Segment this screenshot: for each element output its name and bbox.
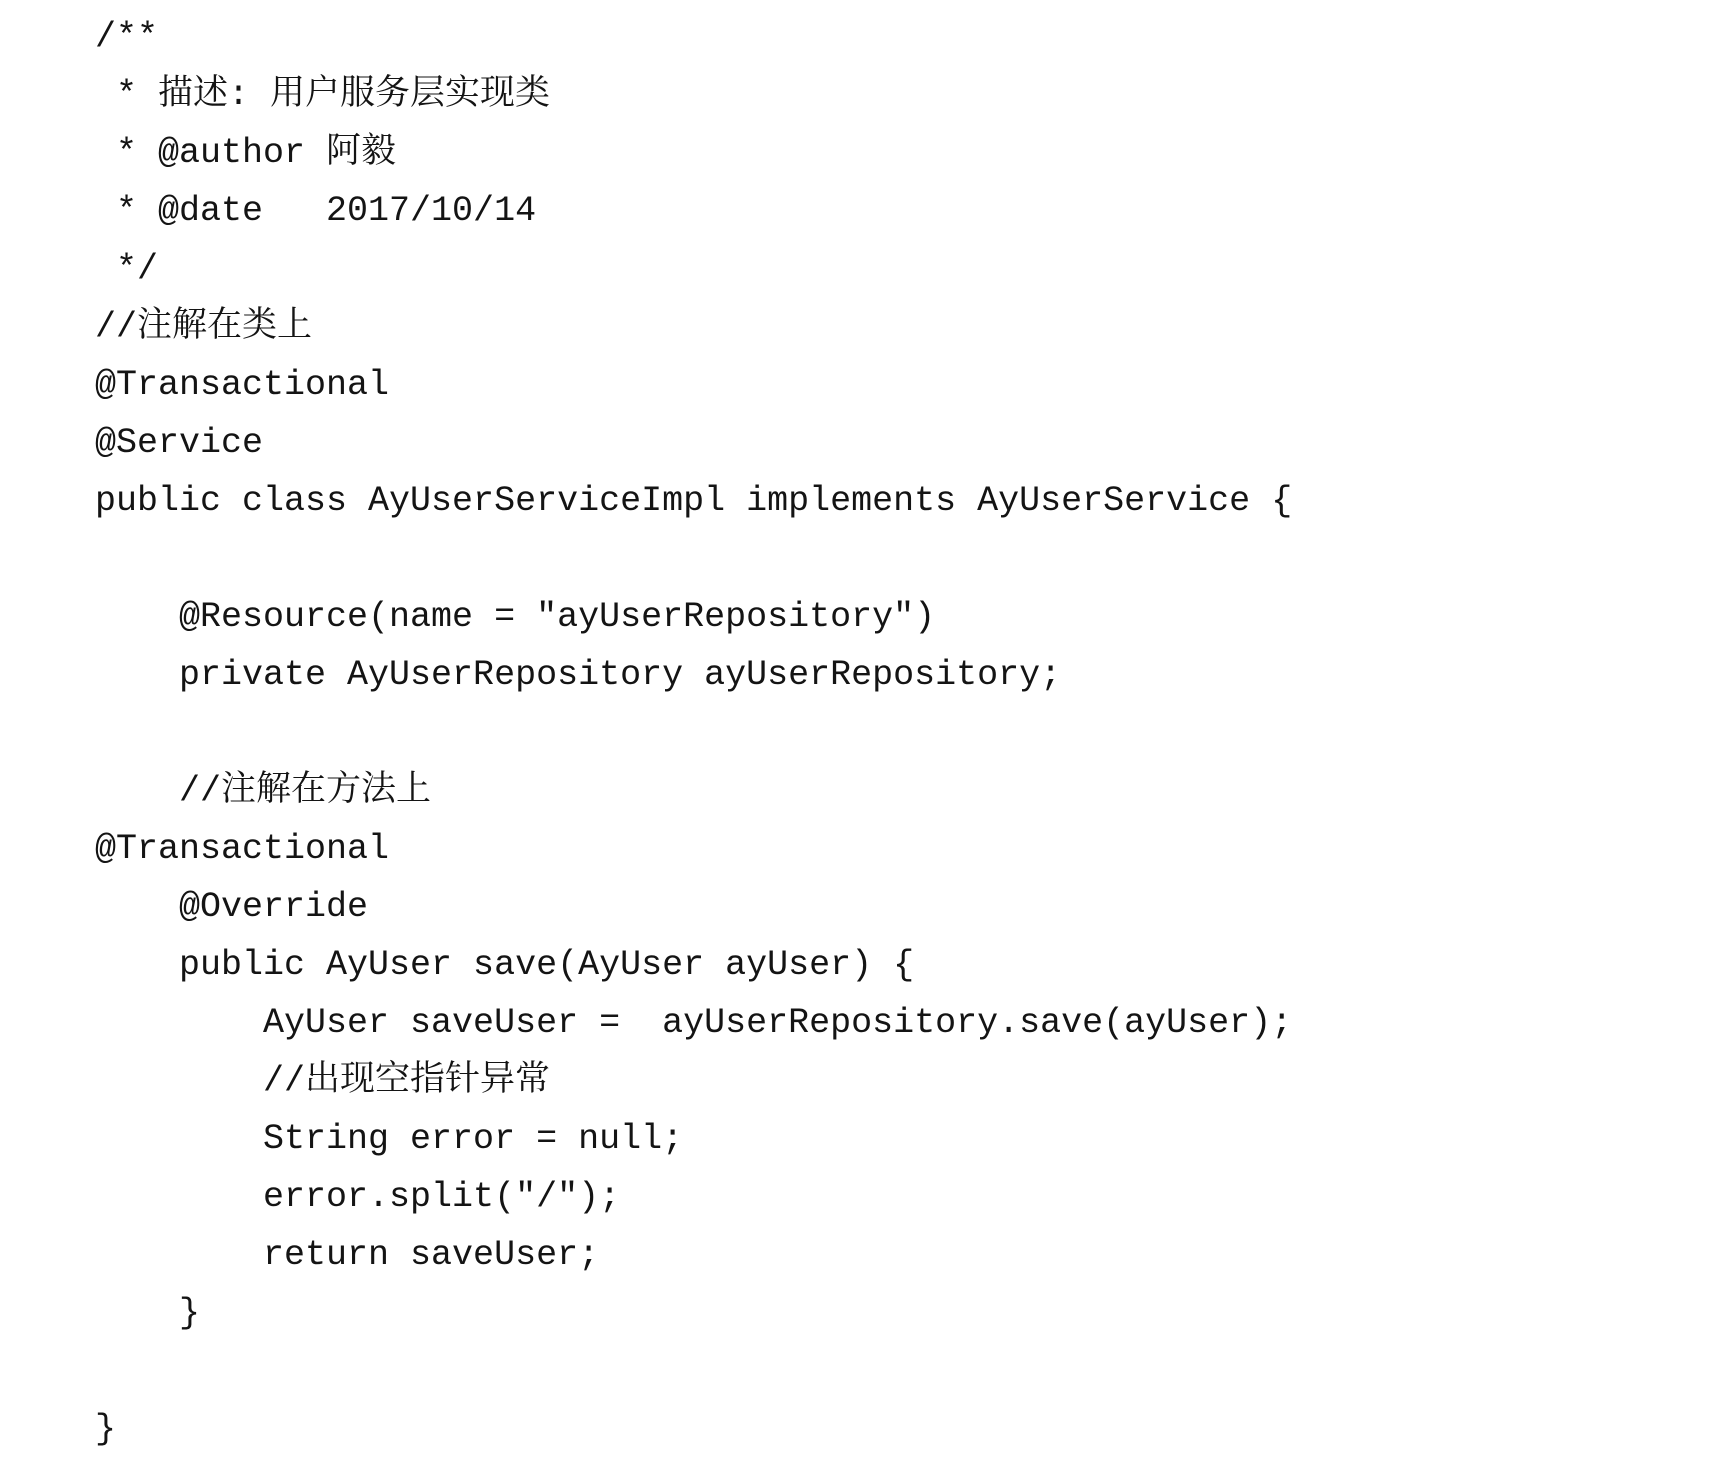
code-line: private AyUserRepository ayUserRepository; (95, 655, 1062, 695)
code-line: * @date 2017/10/14 (95, 191, 537, 231)
code-line: @Override (95, 887, 369, 927)
code-line: * 描述: 用户服务层实现类 (95, 75, 551, 115)
code-line (95, 530, 1731, 588)
code-line: return saveUser; (95, 1235, 600, 1275)
code-line: } (95, 1293, 201, 1333)
code-line: @Resource(name = "ayUserRepository") (95, 597, 936, 637)
code-line: public class AyUserServiceImpl implements AyUserService { (95, 481, 1293, 521)
code-line: //注解在类上 (95, 307, 313, 347)
code-line: */ (95, 249, 159, 289)
code-line: @Transactional (95, 365, 390, 405)
code-line: error.split("/"); (95, 1177, 621, 1217)
code-line: String error = null; (95, 1119, 684, 1159)
code-line: } (95, 1409, 117, 1449)
code-line: @Service (95, 423, 264, 463)
code-line: @Transactional (95, 829, 390, 869)
code-line: public AyUser save(AyUser ayUser) { (95, 945, 915, 985)
code-line: //注解在方法上 (95, 771, 432, 811)
code-line (95, 704, 1731, 762)
code-line: //出现空指针异常 (95, 1061, 551, 1101)
code-line: AyUser saveUser = ayUserRepository.save(ayUser); (95, 1003, 1293, 1043)
code-line (95, 1342, 1731, 1400)
code-line: /** (95, 17, 159, 57)
code-line: * @author 阿毅 (95, 133, 397, 173)
